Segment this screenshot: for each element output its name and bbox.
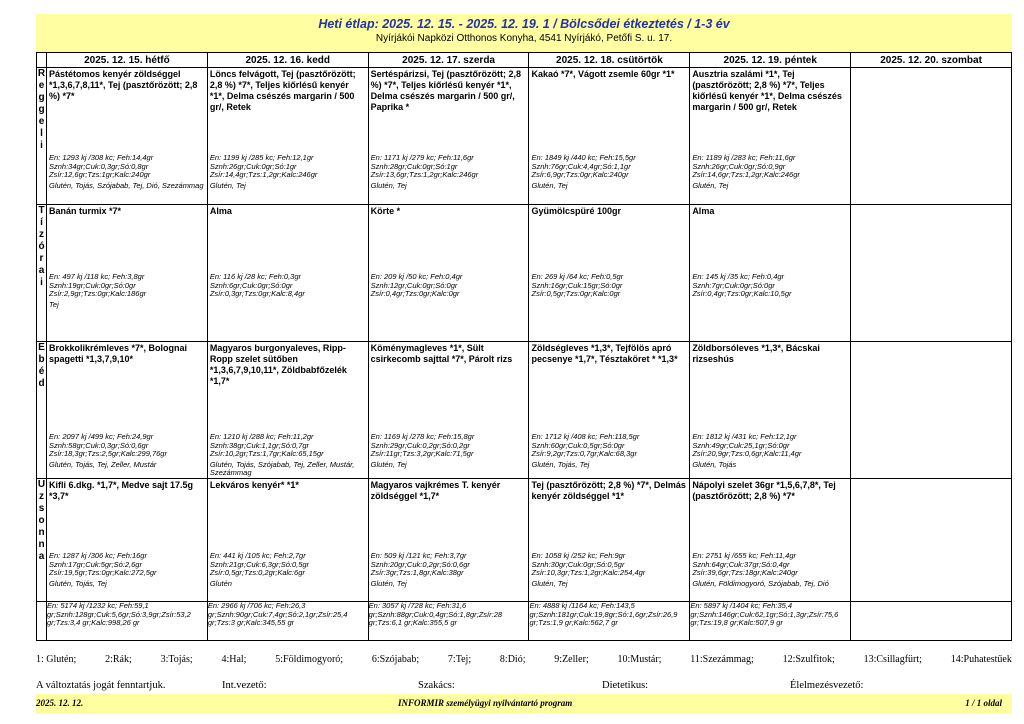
dish-text xyxy=(851,68,1011,70)
nutrition-info xyxy=(853,154,1010,156)
nutrition-info xyxy=(853,552,1010,554)
dish-text: Nápolyi szelet 36gr *1,5,6,7,8*, Tej (pasztőrözött; 2,8 %) *7* xyxy=(692,480,836,501)
daily-total: En: 2966 kj /706 kc; Feh:26,3 gr;Sznh:90gr;Cuk:7,4gr;Só:2,1gr;Zsír:25,4 gr;Tzs:3 gr;Kalc:345,55 gr xyxy=(207,602,368,641)
nutrition-info xyxy=(49,552,206,588)
menu-cell xyxy=(207,68,368,205)
nutrition-values: En: 1812 kj /431 kc; Feh:12,1gr Sznh:49gr;Cuk:25,1gr;Só:0gr Zsír:20,9gr;Tzs:0,6gr;Kalc:11,4gr xyxy=(692,432,802,458)
nutrition-values: En: 1199 kj /285 kc; Feh:12,1gr Sznh:26gr;Cuk:0gr;Só:1gr Zsír:14,4gr;Tzs:1,2gr;Kalc:246gr xyxy=(209,153,318,179)
nutrition-info xyxy=(371,552,528,588)
allergen-list: Glutén, Tojás, Szójabab, Tej, Zeller, Mustár, Szezámmag xyxy=(209,459,355,477)
dish-text xyxy=(851,479,1011,481)
day-header: 2025. 12. 17. szerda xyxy=(368,53,529,68)
allergen-list: Tej xyxy=(49,299,59,309)
nutrition-values: En: 1293 kj /308 kc; Feh:14,4gr Sznh:34gr;Cuk:0,3gr;Só:0,8gr Zsír:12,6gr;Tzs:1gr;Kalc:240gr xyxy=(49,153,154,179)
day-header: 2025. 12. 20. szombat xyxy=(851,53,1012,68)
dish-text: Tej (pasztőrözött; 2,8 %) *7*, Delmás kenyér zöldséggel *1* xyxy=(531,480,686,501)
menu-cell xyxy=(207,205,368,342)
corner-cell xyxy=(37,53,47,68)
nutrition-values: En: 1171 kj /279 kc; Feh:11,6gr Sznh:28gr;Cuk:0gr;Só:1gr Zsír:13,6gr;Tzs:1,2gr;Kalc:246gr xyxy=(370,153,479,179)
dish-text: Gyümölcspüré 100gr xyxy=(531,206,622,216)
day-header: 2025. 12. 15. hétfő xyxy=(47,53,208,68)
nutrition-values: En: 2751 kj /655 kc; Feh:11,4gr Sznh:64gr;Cuk:37gr;Só:0,4gr Zsír:39,6gr;Tzs:18gr;Kalc:240gr xyxy=(692,551,798,577)
menu-cell xyxy=(529,479,690,602)
nutrition-info xyxy=(531,154,688,190)
footer-bar xyxy=(36,694,1012,714)
nutrition-info xyxy=(210,433,367,478)
kitchen-address: Nyírjákói Napközi Otthonos Konyha, 4541 Nyírjákó, Petőfi S. u. 17. xyxy=(375,33,673,44)
menu-cell xyxy=(368,342,529,479)
dish-text: Magyaros burgonyaleves, Ripp-Ropp szelet sütőben *1,3,6,7,9,10,11*, Zöldbabfőzelék *1,7* xyxy=(209,343,347,386)
daily-total: En: 5897 kj /1404 kc; Feh:35,4 gr;Sznh:146gr;Cuk:62,1gr;Só:1,3gr;Zsír:75,6 gr;Tzs:19,8 gr;Kalc:507,9 gr xyxy=(690,602,851,641)
menu-cell xyxy=(47,205,208,342)
allergen-legend-item: 14:Puhatestűek xyxy=(950,654,1012,665)
allergen-legend-item: 3:Tojás; xyxy=(160,654,193,665)
total-label-cell xyxy=(37,602,47,641)
nutrition-info xyxy=(371,154,528,190)
int-vezeto-label: Int.vezető: xyxy=(222,680,267,691)
meal-label: T í z ó r a i xyxy=(37,205,47,342)
change-notice: A változtatás jogát fenntartjuk. xyxy=(36,680,166,691)
allergen-legend-item: 11:Szezámmag; xyxy=(690,654,754,665)
dish-text: Zöldborsóleves *1,3*, Bácskai rizseshús xyxy=(692,343,820,364)
nutrition-info xyxy=(692,154,849,190)
menu-cell xyxy=(851,68,1012,205)
nutrition-info xyxy=(49,154,206,190)
menu-cell xyxy=(47,68,208,205)
allergen-legend-item: 8:Dió; xyxy=(499,654,526,665)
menu-cell xyxy=(529,342,690,479)
allergen-list: Glutén, Tej xyxy=(370,459,407,469)
print-date: 2025. 12. 12. xyxy=(36,698,84,708)
daily-total xyxy=(851,602,1012,641)
allergen-legend xyxy=(36,654,1012,665)
allergen-legend-item: 2:Rák; xyxy=(105,654,132,665)
daily-total-row xyxy=(37,602,1012,641)
nutrition-values: En: 1189 kj /283 kc; Feh:11,6gr Sznh:26gr;Cuk:0gr;Só:0,9gr Zsír:14,6gr;Tzs:1,2gr;Kalc:246gr xyxy=(692,153,800,179)
nutrition-info xyxy=(692,552,849,588)
menu-cell xyxy=(47,342,208,479)
nutrition-values: En: 209 kj /50 kc; Feh:0,4gr Sznh:12gr;Cuk:0gr;Só:0gr Zsír:0,4gr;Tzs:0gr;Kalc:0gr xyxy=(370,272,463,298)
allergen-list: Glutén xyxy=(209,578,232,588)
allergen-list: Glutén, Tojás xyxy=(692,459,737,469)
menu-cell xyxy=(529,205,690,342)
allergen-list: Glutén, Tej xyxy=(209,180,246,190)
dish-text: Kakaó *7*, Vágott zsemle 60gr *1* xyxy=(531,69,675,79)
allergen-list: Glutén, Tojás, Tej xyxy=(49,578,107,588)
page-number: 1 / 1 oldal xyxy=(965,698,1002,708)
allergen-list: Glutén, Tej xyxy=(370,578,407,588)
day-header-row xyxy=(37,53,1012,68)
dish-text: Magyaros vajkrémes T. kenyér zöldséggel *1,7* xyxy=(370,480,501,501)
szakacs-label: Szakács: xyxy=(418,680,455,691)
day-header: 2025. 12. 19. péntek xyxy=(690,53,851,68)
nutrition-info xyxy=(853,273,1010,275)
nutrition-values: En: 509 kj /121 kc; Feh:3,7gr Sznh:20gr;Cuk:0,2gr;Só:0,6gr Zsír:3gr;Tzs:1,8gr;Kalc:38gr xyxy=(370,551,470,577)
menu-cell xyxy=(690,68,851,205)
dish-text: Löncs felvágott, Tej (pasztőrözött; 2,8 %) *7*, Teljes kiőrlésű kenyér *1*, Delma csészés margarin / 500 gr/, Retek xyxy=(209,69,356,112)
allergen-legend-item: 12:Szulfitok; xyxy=(782,654,835,665)
nutrition-values: En: 1712 kj /408 kc; Feh:118,5gr Sznh:60gr;Cuk:0,5gr;Só:0gr Zsír:9,2gr;Tzs:0,7gr;Kalc:68,3gr xyxy=(531,432,640,458)
allergen-list: Glutén, Tojás, Szójabab, Tej, Dió, Szezámmag xyxy=(49,180,204,190)
nutrition-info xyxy=(49,273,206,309)
meal-label: R e g g e l i xyxy=(37,68,47,205)
day-header: 2025. 12. 18. csütörtök xyxy=(529,53,690,68)
menu-cell xyxy=(851,205,1012,342)
allergen-legend-item: 13:Csillagfürt; xyxy=(863,654,922,665)
nutrition-values: En: 145 kj /35 kc; Feh:0,4gr Sznh:7gr;Cuk:0gr;Só:0gr Zsír:0,4gr;Tzs:0gr;Kalc:10,5gr xyxy=(692,272,792,298)
nutrition-info xyxy=(49,433,206,469)
daily-total: En: 5174 kj /1232 kc; Feh:59,1 gr;Sznh:128gr;Cuk:5,6gr;Só:3,9gr;Zsír:53,2 gr;Tzs:3,4 gr;Kalc:998,26 gr xyxy=(47,602,208,641)
nutrition-values: En: 2097 kj /499 kc; Feh:24,9gr Sznh:58gr;Cuk:0,3gr;Só:0,6gr Zsír:18,3gr;Tzs:2,5gr;Kalc:299,76gr xyxy=(49,432,167,458)
nutrition-info xyxy=(531,433,688,469)
allergen-list: Glutén, Földimogyoró, Szójabab, Tej, Dió xyxy=(692,578,829,588)
dish-text: Banán turmix *7* xyxy=(49,206,122,216)
allergen-list: Glutén, Tej xyxy=(370,180,407,190)
dish-text: Körte * xyxy=(370,206,401,216)
allergen-list: Glutén, Tej xyxy=(531,180,568,190)
dish-text: Lekváros kenyér* *1* xyxy=(209,480,299,490)
nutrition-info xyxy=(531,273,688,301)
dish-text: Sertéspárizsi, Tej (pasztőrözött; 2,8 %) *7*, Teljes kiőrlésű kenyér *1*, Delma csészés margarin / 500 gr/, Paprika * xyxy=(370,69,522,112)
nutrition-info xyxy=(692,273,849,301)
meal-row xyxy=(37,205,1012,342)
allergen-legend-item: 1: Glutén; xyxy=(36,654,77,665)
nutrition-info xyxy=(210,552,367,588)
allergen-legend-item: 6:Szójabab; xyxy=(371,654,420,665)
nutrition-info xyxy=(371,433,528,469)
meal-row xyxy=(37,342,1012,479)
header-box xyxy=(36,14,1012,52)
nutrition-info xyxy=(692,433,849,469)
dish-text: Alma xyxy=(692,206,715,216)
nutrition-info xyxy=(853,433,1010,435)
allergen-legend-item: 10:Mustár; xyxy=(617,654,662,665)
meal-row xyxy=(37,68,1012,205)
nutrition-values: En: 1210 kj /288 kc; Feh:11,2gr Sznh:38gr;Cuk:1,1gr;Só:0,7gr Zsír:10,2gr;Tzs:1,7gr;Kalc:65,15gr xyxy=(209,432,324,458)
dish-text: Alma xyxy=(209,206,232,216)
elelmezesvezeto-label: Élelmezésvezető: xyxy=(790,680,864,691)
menu-cell xyxy=(207,342,368,479)
allergen-legend-item: 4:Hal; xyxy=(221,654,247,665)
meal-label: E b é d xyxy=(37,342,47,479)
menu-cell xyxy=(368,205,529,342)
dish-text: Ausztria szalámi *1*, Tej (pasztőrözött; 2,8 %) *7*, Teljes kiőrlésű kenyér *1*, Delma csészés margarin / 500 gr/, Retek xyxy=(692,69,842,112)
menu-cell xyxy=(529,68,690,205)
menu-cell xyxy=(690,479,851,602)
daily-total: En: 3057 kj /728 kc; Feh:31,6 gr;Sznh:88gr;Cuk:0,4gr;Só:1,8gr;Zsír:28 gr;Tzs:6,1 gr;Kalc:355,5 gr xyxy=(368,602,529,641)
dish-text xyxy=(851,205,1011,207)
nutrition-values: En: 1058 kj /252 kc; Feh:9gr Sznh:30gr;Cuk:0gr;Só:0,5gr Zsír:10,3gr;Tzs:1,2gr;Kalc:254,4gr xyxy=(531,551,646,577)
menu-cell xyxy=(851,342,1012,479)
nutrition-values: En: 497 kj /118 kc; Feh:3,8gr Sznh:19gr;Cuk:0gr;Só:0gr Zsír:2,9gr;Tzs:0gr;Kalc:186gr xyxy=(49,272,147,298)
menu-cell xyxy=(690,205,851,342)
allergen-legend-item: 9:Zeller; xyxy=(554,654,589,665)
allergen-legend-item: 7:Tej; xyxy=(447,654,472,665)
dish-text: Köménymagleves *1*, Sült csirkecomb sajttal *7*, Párolt rizs xyxy=(370,343,513,364)
menu-cell xyxy=(690,342,851,479)
menu-title: Heti étlap: 2025. 12. 15. - 2025. 12. 19. 1 / Bölcsődei étkeztetés / 1-3 év xyxy=(318,17,730,31)
nutrition-values: En: 269 kj /64 kc; Feh:0,5gr Sznh:16gr;Cuk:15gr;Só:0gr Zsír:0,5gr;Tzs:0gr;Kalc:0gr xyxy=(531,272,624,298)
meal-label: U z s o n n a xyxy=(37,479,47,602)
day-header: 2025. 12. 16. kedd xyxy=(207,53,368,68)
dish-text xyxy=(851,342,1011,344)
nutrition-values: En: 1849 kj /440 kc; Feh:15,5gr Sznh:76gr;Cuk:4,4gr;Só:1,1gr Zsír:6,9gr;Tzs:0gr;Kalc:240gr xyxy=(531,153,636,179)
dietetikus-label: Dietetikus: xyxy=(602,680,649,691)
daily-total: En: 4888 kj /1164 kc; Feh:143,5 gr;Sznh:181gr;Cuk:19,8gr;Só:1,6gr;Zsír:26,9 gr;Tzs:1,9 gr;Kalc:562,7 gr xyxy=(529,602,690,641)
dish-text: Zöldségleves *1,3*, Tejfölös apró pecsenye *1,7*, Tésztaköret * *1,3* xyxy=(531,343,678,364)
nutrition-info xyxy=(531,552,688,588)
allergen-list: Glutén, Tej xyxy=(692,180,729,190)
menu-cell xyxy=(47,479,208,602)
nutrition-info xyxy=(371,273,528,301)
nutrition-values: En: 1287 kj /306 kc; Feh:16gr Sznh:17gr;Cuk:5gr;Só:2,6gr Zsír:19,5gr;Tzs:0gr;Kalc:272,5gr xyxy=(49,551,157,577)
dish-text: Kifli 6.dkg. *1,7*, Medve sajt 17.5g *3,7* xyxy=(49,480,194,501)
menu-cell xyxy=(368,68,529,205)
nutrition-info xyxy=(210,154,367,190)
nutrition-values: En: 441 kj /105 kc; Feh:2,7gr Sznh:21gr;Cuk:6,3gr;Só:0,5gr Zsír:0,5gr;Tzs:0,2gr;Kalc:6gr xyxy=(209,551,310,577)
nutrition-values: En: 116 kj /28 kc; Feh:0,3gr Sznh:6gr;Cuk:0gr;Só:0gr Zsír:0,3gr;Tzs:0gr;Kalc:8,4gr xyxy=(209,272,305,298)
nutrition-info xyxy=(210,273,367,301)
menu-cell xyxy=(368,479,529,602)
menu-cell xyxy=(851,479,1012,602)
allergen-legend-item: 5:Földimogyoró; xyxy=(275,654,344,665)
allergen-list: Glutén, Tojás, Tej, Zeller, Mustár xyxy=(49,459,157,469)
dish-text: Brokkolikrémleves *7*, Bolognai spagetti *1,3,7,9,10* xyxy=(49,343,188,364)
nutrition-values: En: 1169 kj /278 kc; Feh:15,8gr Sznh:29gr;Cuk:0,2gr;Só:0,2gr Zsír:11gr;Tzs:3,2gr;Kalc:71,5gr xyxy=(370,432,475,458)
dish-text: Pástétomos kenyér zöldséggel *1,3,6,7,8,11*, Tej (pasztőrözött; 2,8 %) *7* xyxy=(49,69,198,101)
meal-row xyxy=(37,479,1012,602)
allergen-list: Glutén, Tej xyxy=(531,578,568,588)
program-name: INFORMIR személyügyi nyilvántartó program xyxy=(398,698,573,708)
weekly-menu-table xyxy=(36,52,1012,641)
allergen-list: Glutén, Tojás, Tej xyxy=(531,459,590,469)
menu-cell xyxy=(207,479,368,602)
